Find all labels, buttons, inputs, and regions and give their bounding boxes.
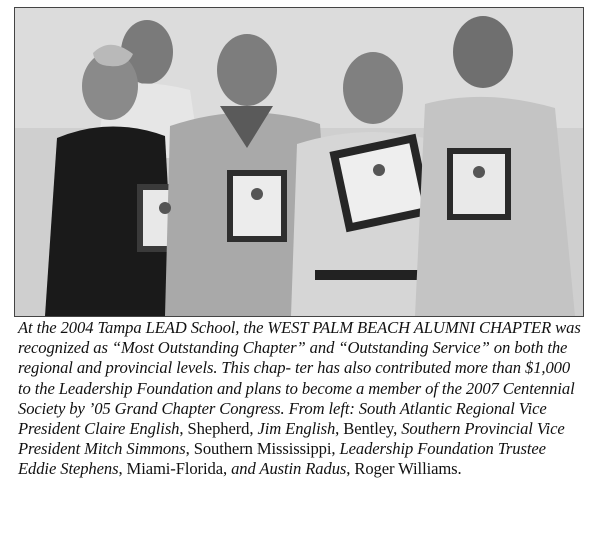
caption-part-3: Jim English: [257, 419, 336, 439]
group-photo-illustration: [15, 8, 583, 316]
caption-part-8: , Miami-Florida,: [118, 459, 232, 479]
caption-part-2: , Shepherd,: [179, 419, 258, 439]
caption-part-10: , Roger Williams.: [346, 459, 462, 479]
caption-part-7: Leadership Foundation Trustee Eddie Stephens: [18, 439, 546, 479]
caption-part-4: , Bentley,: [335, 419, 402, 439]
caption-part-9: and Austin Radus: [231, 459, 347, 479]
caption-part-5: Southern Provincial Vice President Mitch Simmons: [18, 419, 565, 459]
photo-caption: [18, 318, 586, 480]
group-photo: [14, 7, 584, 317]
caption-part-6: , Southern Mississippi,: [185, 439, 340, 459]
caption-part-1: At the 2004 Tampa LEAD School, the WEST PALM BEACH ALUMNI CHAPTER was recognized as “Most Outstanding Chapter” and “Outstanding Service” on both the regional and provincial levels. This chap- ter has also contributed more than $1,000 to the Leadership Foundation and plans to become a member of the 2007 Centennial Society by ’05 Grand Chapter Congress. From left: South Atlantic Regional Vice President Claire English: [18, 318, 581, 439]
